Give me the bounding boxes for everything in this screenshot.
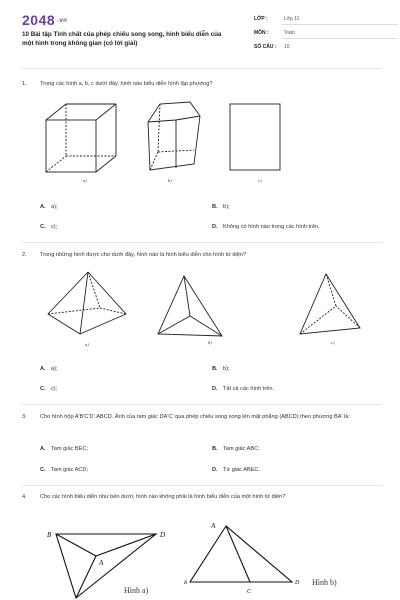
meta-divider: [282, 24, 398, 25]
triangle-figure-b: [190, 526, 292, 582]
answer-option-b[interactable]: [212, 204, 230, 210]
option-text: c);: [51, 224, 58, 230]
vertex-label: D: [160, 531, 166, 539]
cube-figure-b: [148, 102, 200, 170]
figure-caption: c): [258, 178, 262, 183]
option-text: Tam giác ACD;: [51, 467, 88, 473]
q2-figures: [40, 270, 360, 340]
answer-option-c[interactable]: [40, 224, 57, 230]
answer-option-a[interactable]: [40, 446, 88, 452]
figure-caption: a): [83, 178, 87, 183]
option-letter: D.: [212, 386, 218, 392]
meta-key: MÔN :: [254, 30, 269, 36]
cube-figure-a: [46, 104, 116, 172]
header-divider: [22, 68, 382, 69]
vertex-label: A: [99, 559, 104, 567]
logo-text: 2048: [22, 12, 56, 28]
option-letter: A.: [40, 366, 46, 372]
option-letter: C.: [40, 224, 46, 230]
option-text: a);: [51, 366, 58, 372]
option-text: Không có hình nào trong các hình trên.: [223, 224, 320, 230]
answer-option-a[interactable]: [40, 204, 58, 210]
question-text: Cho hình hộp A'B'C'D'.ABCD. Ảnh của tam giác DA'C' qua phép chiếu song song lên mặt phẳng (ABCD) theo phương BA' là:: [40, 414, 350, 420]
question-divider: [22, 242, 382, 243]
question-number: 1.: [22, 81, 27, 87]
answer-option-b[interactable]: [212, 366, 230, 372]
option-text: Tam giác BEC;: [51, 446, 88, 452]
tetrahedron-figure-b: [158, 276, 222, 336]
option-letter: B.: [212, 446, 218, 452]
document-title: 10 Bài tập Tính chất của phép chiếu song song, hình biểu diễn của một hình trong không gian (có lời giải): [22, 31, 222, 47]
figure-caption: Hình a): [124, 586, 149, 595]
question-number: 2.: [22, 252, 27, 258]
answer-option-b[interactable]: [212, 446, 260, 452]
answer-option-a[interactable]: [40, 366, 58, 372]
answer-option-d[interactable]: [212, 224, 320, 230]
square-figure-c: [230, 104, 280, 170]
vertex-label: A: [211, 522, 216, 530]
meta-value: Toán: [284, 30, 295, 36]
question-text: Trong các hình a, b, c dưới đây, hình nào biểu diễn hình lập phương?: [40, 81, 213, 87]
figure-caption: Hình b): [312, 578, 337, 587]
document-header: [0, 0, 400, 64]
site-logo[interactable]: [22, 12, 67, 28]
figure-caption: b): [168, 178, 172, 183]
vertex-label: C: [247, 589, 252, 595]
vertex-label: D: [295, 580, 300, 586]
vertex-label: B: [184, 581, 188, 586]
option-text: a);: [51, 204, 58, 210]
question-divider: [22, 485, 382, 486]
meta-value: 10: [284, 44, 290, 50]
answer-option-d[interactable]: [212, 386, 274, 392]
pyramid-figure-a: [48, 272, 126, 334]
tetrahedron-figure-c: [300, 274, 360, 334]
option-text: b);: [223, 366, 230, 372]
meta-value: Lớp 11: [284, 16, 300, 22]
option-letter: D.: [212, 467, 218, 473]
question-divider: [22, 404, 382, 405]
question-number: 3.: [22, 414, 27, 420]
option-letter: A.: [40, 446, 46, 452]
question-number: 4.: [22, 494, 27, 500]
option-letter: A.: [40, 204, 46, 210]
option-text: Tứ giác ABEC.: [223, 467, 261, 473]
option-text: Tất cả các hình trên.: [223, 386, 274, 392]
q4-figures: [40, 520, 370, 600]
figure-caption: b): [208, 340, 212, 345]
option-text: c);: [51, 386, 58, 392]
meta-key: LỚP :: [254, 16, 268, 22]
answer-option-c[interactable]: [40, 467, 88, 473]
question-text: Cho các hình biểu diễn như bên dưới, hình nào không phải là hình biểu diễn của một hình tứ diện?: [40, 494, 286, 500]
vertex-label: B: [47, 531, 52, 539]
option-letter: C.: [40, 467, 46, 473]
logo-suffix: .vn: [57, 18, 68, 24]
figure-caption: a): [85, 342, 89, 347]
option-letter: C.: [40, 386, 46, 392]
option-text: b);: [223, 204, 230, 210]
meta-divider: [282, 38, 398, 39]
option-text: Tam giác ABC;: [223, 446, 260, 452]
option-letter: B.: [212, 204, 218, 210]
option-letter: D.: [212, 224, 218, 230]
answer-option-d[interactable]: [212, 467, 260, 473]
q1-figures: [40, 100, 360, 180]
meta-key: SỐ CÂU :: [254, 44, 277, 50]
option-letter: B.: [212, 366, 218, 372]
answer-option-c[interactable]: [40, 386, 57, 392]
figure-caption: c): [331, 340, 335, 345]
question-text: Trong những hình được cho dưới đây, hình nào là hình biểu diễn cho hình tứ diện?: [40, 252, 247, 258]
